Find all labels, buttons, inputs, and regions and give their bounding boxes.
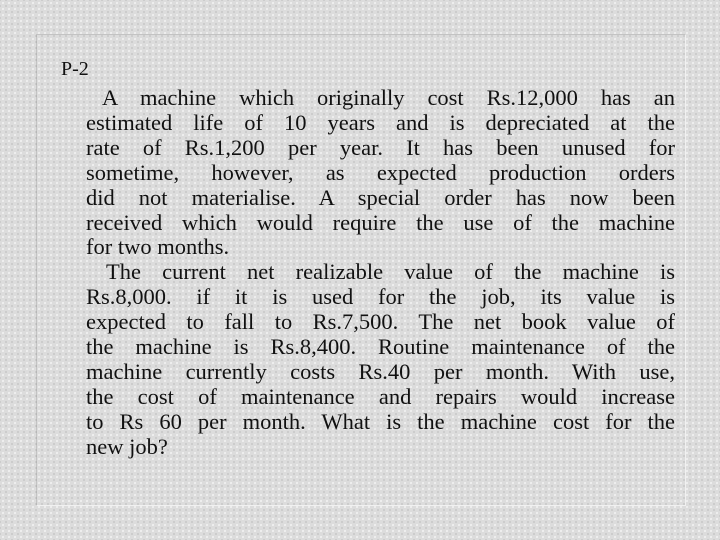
text-line: expected to fall to Rs.7,500. The net book value of: [86, 309, 675, 335]
paragraph-1: [86, 86, 675, 260]
text-line: new job?: [86, 433, 168, 459]
text-line: received which would require the use of the machine: [86, 209, 675, 235]
text-line: rate of Rs.1,200 per year. It has been unused for: [86, 134, 675, 160]
text-line: estimated life of 10 years and is depreciated at the: [86, 109, 675, 135]
text-line: for two months.: [86, 234, 230, 260]
text-line: the cost of maintenance and repairs would increase: [86, 383, 675, 409]
text-line: Rs.8,000. if it is used for the job, its value is: [86, 284, 675, 310]
problem-text: [86, 86, 675, 460]
text-line: The current net realizable value of the machine is: [106, 259, 675, 285]
text-line: sometime, however, as expected production orders: [86, 159, 675, 185]
text-line: machine currently costs Rs.40 per month. With use,: [86, 358, 675, 384]
text-line: to Rs 60 per month. What is the machine cost for the: [86, 408, 675, 434]
text-line: the machine is Rs.8,400. Routine maintenance of the: [86, 334, 675, 360]
text-line: did not materialise. A special order has now been: [86, 184, 675, 210]
text-line: A machine which originally cost Rs.12,000 has an: [102, 85, 675, 110]
paragraph-2: [86, 260, 675, 459]
slide-label: P-2: [61, 58, 89, 80]
